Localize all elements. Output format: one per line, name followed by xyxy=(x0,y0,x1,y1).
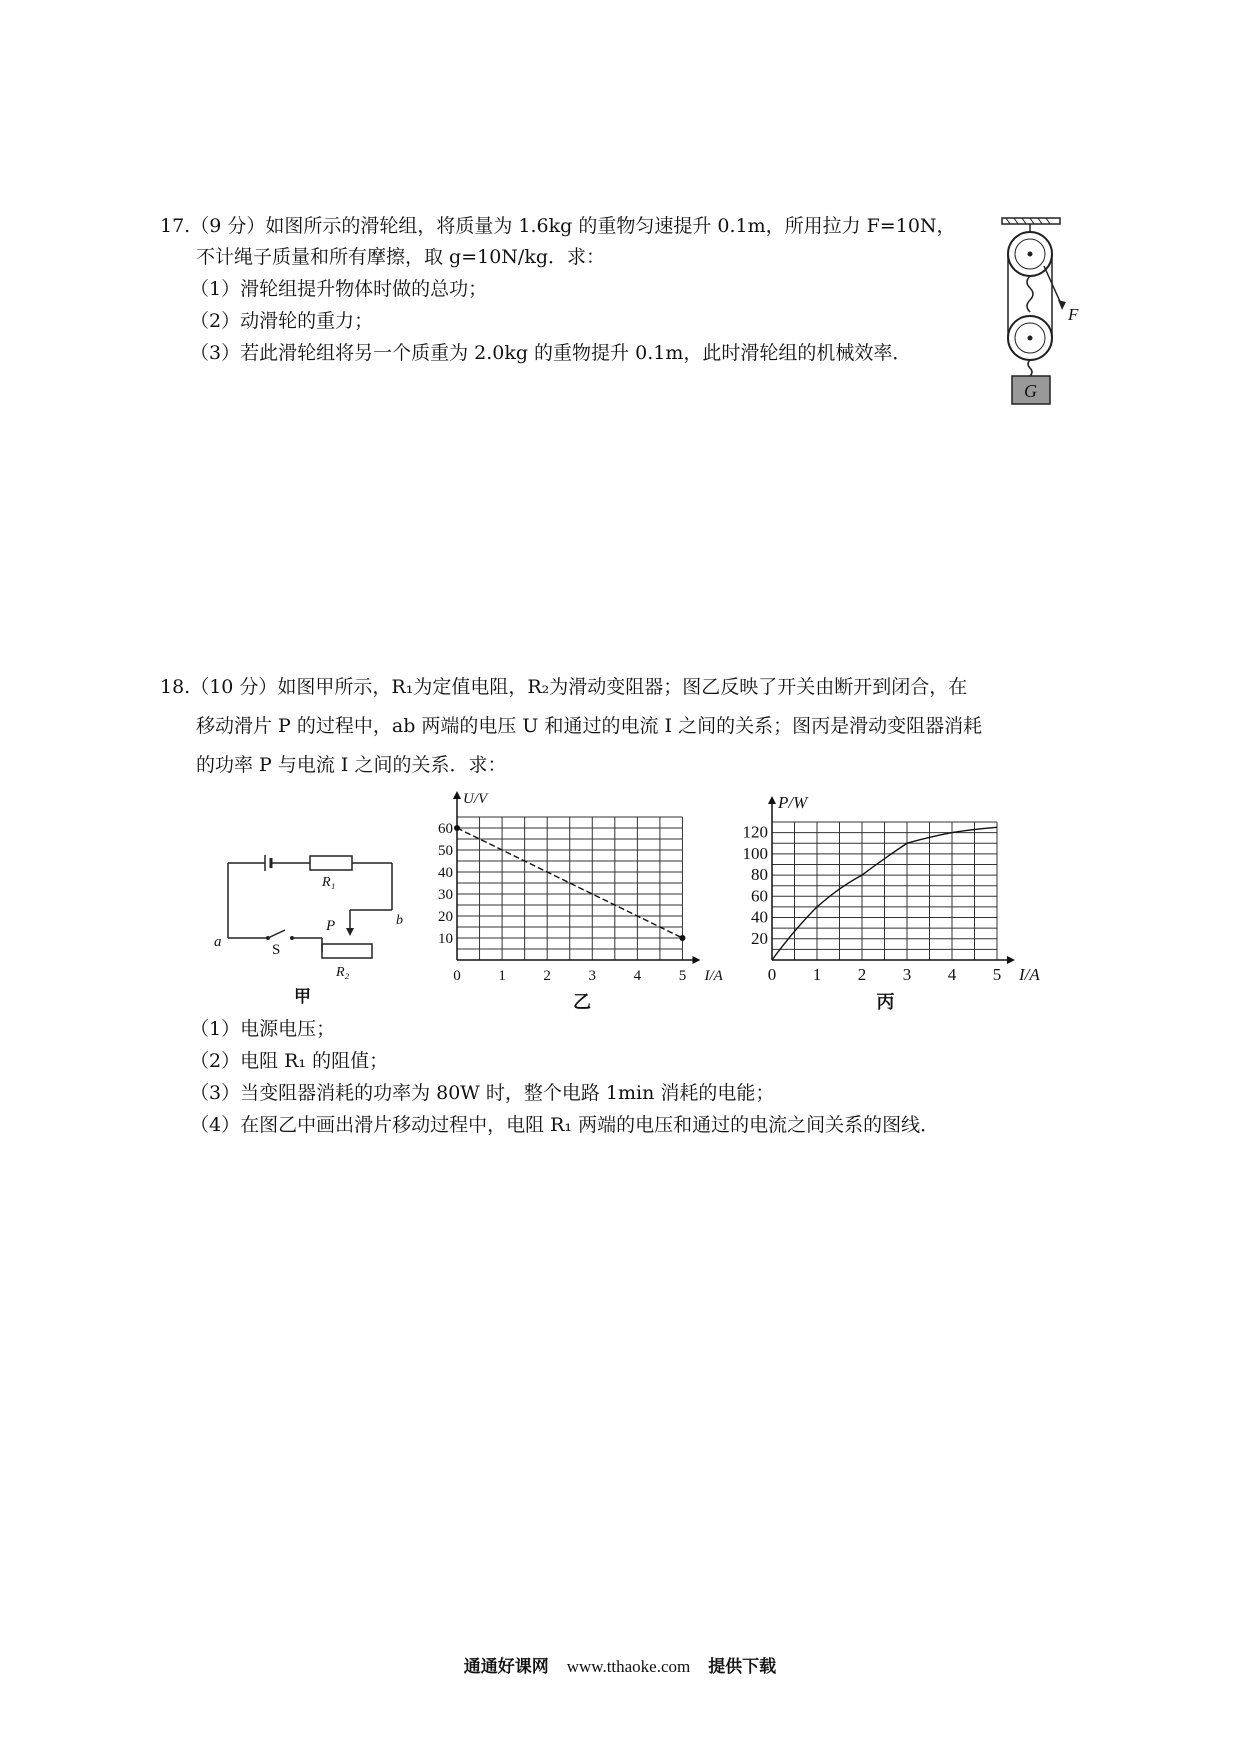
svg-text:P: P xyxy=(326,918,336,934)
force-label: F xyxy=(1068,305,1079,324)
q18-item-1: （1）电源电压； xyxy=(190,1018,336,1040)
grid xyxy=(772,822,997,960)
q18-item-2: （2）电阻 R₁ 的阻值； xyxy=(190,1050,389,1072)
x-tick-label: 3 xyxy=(588,968,597,984)
y-tick-label: 40 xyxy=(438,865,453,881)
svg-text:S: S xyxy=(272,942,281,958)
y-tick-label: 60 xyxy=(751,886,768,906)
svg-text:甲: 甲 xyxy=(294,987,311,1006)
q17-item-2: （2）动滑轮的重力； xyxy=(190,310,374,332)
q17-item-3: （3）若此滑轮组将另一个质重为 2.0kg 的重物提升 0.1m，此时滑轮组的机械效率． xyxy=(190,342,912,364)
y-tick-label: 20 xyxy=(438,909,453,925)
svg-text:b: b xyxy=(396,913,403,928)
chart-u-i xyxy=(415,790,745,1020)
x-tick-label: 0 xyxy=(453,968,461,984)
x-tick-label: 2 xyxy=(857,965,867,984)
q18-item-3: （3）当变阻器消耗的功率为 80W 时，整个电路 1min 消耗的电能； xyxy=(190,1082,775,1104)
data-point xyxy=(679,935,685,941)
x-axis-arrow xyxy=(692,956,700,964)
footer-site: 通通好课网 xyxy=(463,1657,549,1677)
q17-item-1: （1）滑轮组提升物体时做的总功； xyxy=(190,278,488,300)
y-tick-label: 30 xyxy=(438,887,453,903)
q18-stem-line1: 18.（10 分）如图甲所示，R₁为定值电阻，R₂为滑动变阻器；图乙反映了开关由断开到闭合，在 xyxy=(160,676,968,698)
chart-caption: 丙 xyxy=(876,992,895,1012)
r1-resistor xyxy=(310,856,352,870)
y-tick-label: 100 xyxy=(742,843,768,863)
svg-text:a: a xyxy=(214,934,222,950)
footer xyxy=(0,1652,1240,1677)
q18-stem-line3: 的功率 P 与电流 I 之间的关系．求： xyxy=(196,754,507,776)
svg-text:R₁: R₁ xyxy=(322,875,336,890)
y-tick-label: 120 xyxy=(742,822,768,842)
footer-note: 提供下载 xyxy=(708,1657,777,1677)
x-tick-label: 3 xyxy=(902,965,912,984)
circuit-diagram xyxy=(210,848,410,1008)
q17-stem-line1: 17.（9 分）如图所示的滑轮组，将质量为 1.6kg 的重物匀速提升 0.1m，所用拉力 F=10N， xyxy=(160,215,956,237)
switch-s xyxy=(268,930,285,938)
x-axis-label: I/A xyxy=(1019,965,1040,984)
footer-url[interactable]: www.tthaoke.com xyxy=(566,1657,691,1676)
x-tick-label: 4 xyxy=(947,965,957,984)
q18-stem-line2: 移动滑片 P 的过程中，ab 两端的电压 U 和通过的电流 I 之间的关系；图丙是滑动变阻器消耗 xyxy=(196,715,983,737)
q18-item-4: （4）在图乙中画出滑片移动过程中，电阻 R₁ 两端的电压和通过的电流之间关系的图线． xyxy=(190,1114,940,1136)
y-tick-label: 60 xyxy=(438,821,453,837)
x-tick-label: 5 xyxy=(678,968,687,984)
y-axis-arrow xyxy=(453,791,461,799)
y-tick-label: 40 xyxy=(751,907,768,927)
x-tick-label: 5 xyxy=(992,965,1002,984)
grid xyxy=(457,817,682,960)
x-tick-label: 1 xyxy=(812,965,822,984)
chart-p-i xyxy=(730,790,1050,1020)
pulley-figure xyxy=(1000,216,1090,408)
x-tick-label: 0 xyxy=(767,965,777,984)
y-tick-label: 20 xyxy=(751,928,768,948)
y-axis-label: P/W xyxy=(778,793,808,812)
chart-caption: 乙 xyxy=(573,992,591,1012)
r2-resistor xyxy=(322,944,372,958)
y-tick-label: 10 xyxy=(438,931,453,947)
x-tick-label: 2 xyxy=(543,968,551,984)
q17-stem-line2: 不计绳子质量和所有摩擦，取 g=10N/kg．求： xyxy=(196,246,606,268)
x-tick-label: 4 xyxy=(633,968,642,984)
force-arrow xyxy=(1044,266,1062,306)
y-axis-label: U/V xyxy=(463,791,488,807)
y-tick-label: 50 xyxy=(438,843,453,859)
y-tick-label: 80 xyxy=(751,865,768,885)
weight-label: G xyxy=(1024,381,1037,401)
x-tick-label: 1 xyxy=(498,968,506,984)
x-axis-label: I/A xyxy=(704,968,723,984)
data-point xyxy=(454,825,460,831)
y-axis-arrow xyxy=(768,796,776,804)
svg-text:R₂: R₂ xyxy=(336,965,350,980)
x-axis-arrow xyxy=(1007,956,1015,964)
